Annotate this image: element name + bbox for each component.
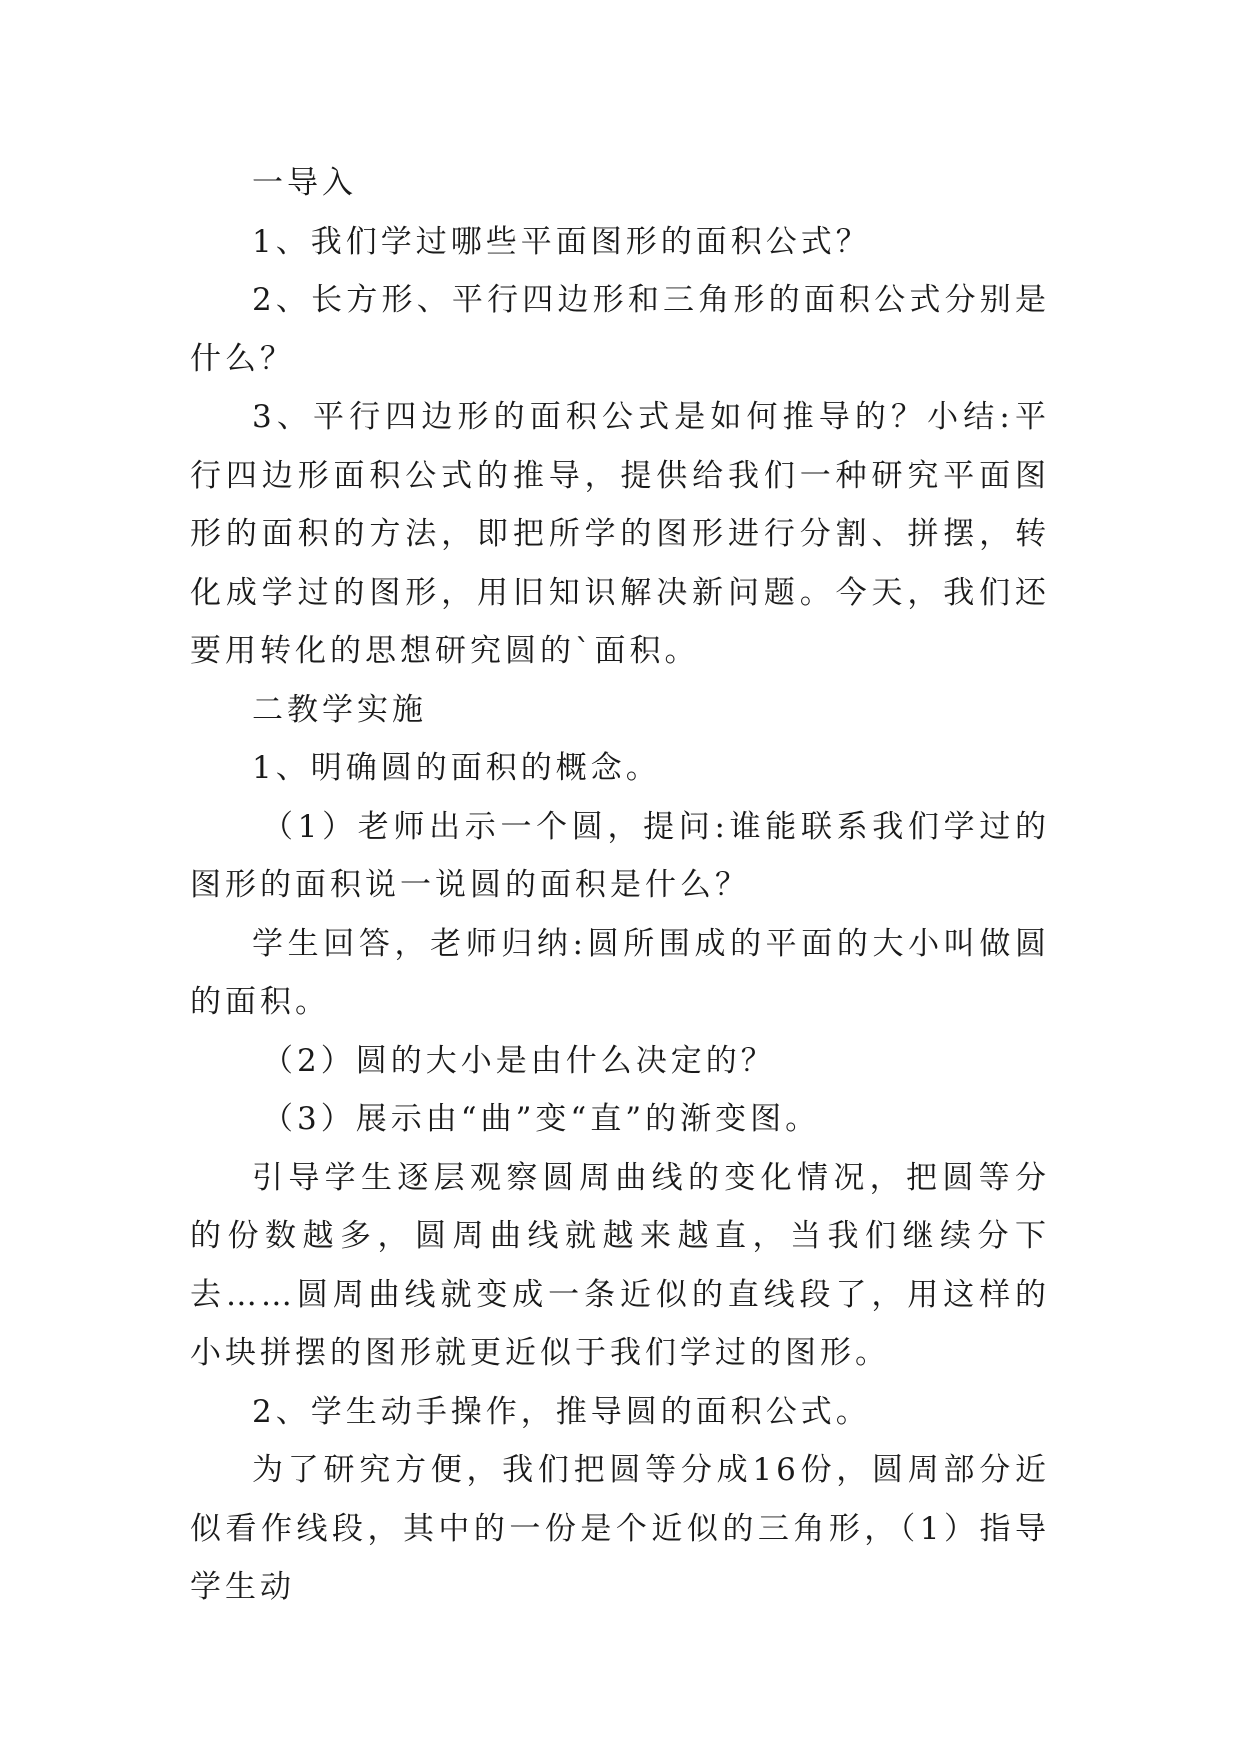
section-heading-teaching: 二教学实施 [252,691,427,728]
step-paragraph: 2、学生动手操作，推导圆的面积公式。 [252,1393,871,1430]
body-paragraph: 学生回答，老师归纳:圆所围成的平面的大小叫做圆的面积。 [190,925,1050,1020]
step-paragraph: 1、明确圆的面积的概念。 [252,750,661,786]
body-paragraph: 引导学生逐层观察圆周曲线的变化情况，把圆等分的份数越多，圆周曲线就越来越直，当我们继续分下去……圆周曲线就变成一条近似的直线段了，用这样的小块拼摆的图形就更近似于我们学过的图形。 [190,1159,1050,1371]
question-paragraph: 2、长方形、平行四边形和三角形的面积公式分别是什么？ [190,282,1050,377]
document-body [190,154,1050,1617]
body-paragraph: 为了研究方便，我们把圆等分成16份，圆周部分近似看作线段，其中的一份是个近似的三角形，（1）指导学生动 [190,1452,1050,1605]
sub-step-paragraph: （2）圆的大小是由什么决定的？ [262,1042,776,1079]
question-paragraph: 1、我们学过哪些平面图形的面积公式？ [252,223,871,260]
sub-step-paragraph: （3）展示由“曲”变“直”的渐变图。 [262,1101,821,1137]
sub-step-paragraph: （1）老师出示一个圆，提问:谁能联系我们学过的图形的面积说一说圆的面积是什么？ [190,808,1050,903]
question-paragraph: 3、平行四边形的面积公式是如何推导的？小结:平行四边形面积公式的推导，提供给我们一种研究平面图形的面积的方法，即把所学的图形进行分割、拼摆，转化成学过的图形，用旧知识解决新问题。今天，我们还要用转化的思想研究圆的`面积。 [190,399,1050,669]
section-heading-intro: 一导入 [252,165,357,201]
